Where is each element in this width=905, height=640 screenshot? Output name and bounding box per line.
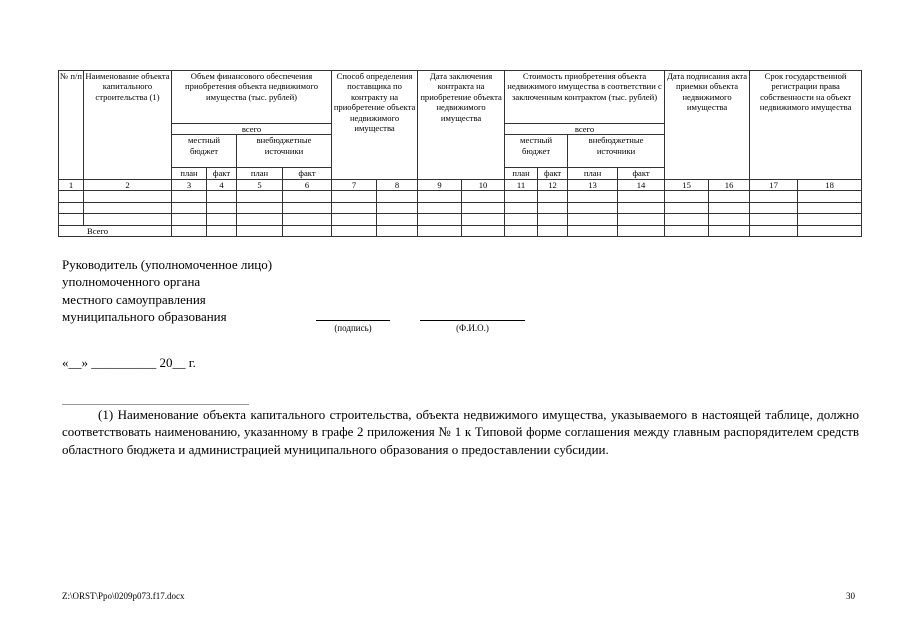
date-line: «__» __________ 20__ г. xyxy=(62,355,196,370)
header-total-volume: всего xyxy=(172,124,332,135)
footnote-separator xyxy=(62,404,249,405)
page-number: 30 xyxy=(846,591,855,601)
column-number: 18 xyxy=(798,179,862,190)
signer-line: муниципального образования xyxy=(62,308,227,324)
header-total-cost: всего xyxy=(505,124,665,135)
column-number: 17 xyxy=(750,179,798,190)
fio-line xyxy=(420,320,525,321)
signer-line: Руководитель (уполномоченное лицо) xyxy=(62,257,273,272)
header-act-date: Дата подписания акта приемки объекта недвижимого имущества xyxy=(665,71,750,180)
column-number: 8 xyxy=(377,179,418,190)
header-contract-date: Дата заключения контракта на приобретение объекта недвижимого имущества xyxy=(418,71,505,180)
signature-block xyxy=(62,256,272,325)
fact-label: факт xyxy=(618,168,665,179)
fact-label: факт xyxy=(283,168,332,179)
header-local-budget: местный бюджет xyxy=(172,135,237,168)
column-number: 16 xyxy=(709,179,750,190)
total-row xyxy=(59,225,862,237)
signature-line xyxy=(316,320,390,321)
footer-file-path: Z:\ORST\Ppo\0209p073.f17.docx xyxy=(62,591,185,601)
signer-line: местного самоуправления xyxy=(62,291,206,307)
fact-label: факт xyxy=(538,168,568,179)
header-row xyxy=(59,71,862,124)
table-row xyxy=(59,202,862,214)
fact-label: факт xyxy=(207,168,237,179)
header-num: № п/п xyxy=(59,71,84,180)
header-object-name: Наименование объекта капитального строительства (1) xyxy=(84,71,172,180)
signature-caption: (подпись) xyxy=(334,323,372,333)
header-supplier-method: Способ определения поставщика по контракту на приобретение объекта недвижимого имущества xyxy=(332,71,418,180)
plan-label: план xyxy=(237,168,283,179)
column-number: 15 xyxy=(665,179,709,190)
header-local-budget: местный бюджет xyxy=(505,135,568,168)
header-acquisition-cost: Стоимость приобретения объекта недвижимого имущества в соответствии с заключенным контрактом (тыс. рублей) xyxy=(505,71,665,124)
column-number: 12 xyxy=(538,179,568,190)
plan-label: план xyxy=(505,168,538,179)
header-extra-sources: внебюджетные источники xyxy=(568,135,665,168)
table-row xyxy=(59,191,862,203)
column-number: 3 xyxy=(172,179,207,190)
column-number: 1 xyxy=(59,179,84,190)
column-number: 11 xyxy=(505,179,538,190)
column-number: 14 xyxy=(618,179,665,190)
report-table xyxy=(58,70,862,237)
column-numbers-row xyxy=(59,179,862,190)
column-number: 6 xyxy=(283,179,332,190)
column-number: 5 xyxy=(237,179,283,190)
plan-label: план xyxy=(568,168,618,179)
column-number: 2 xyxy=(84,179,172,190)
column-number: 13 xyxy=(568,179,618,190)
column-number: 4 xyxy=(207,179,237,190)
header-funding-volume: Объем финансового обеспечения приобретения объекта недвижимого имущества (тыс. рублей) xyxy=(172,71,332,124)
fio-caption: (Ф.И.О.) xyxy=(456,323,489,333)
column-number: 10 xyxy=(462,179,505,190)
header-registration-term: Срок государственной регистрации права собственности на объект недвижимого имущества xyxy=(750,71,862,180)
column-number: 9 xyxy=(418,179,462,190)
header-extra-sources: внебюджетные источники xyxy=(237,135,332,168)
table-row xyxy=(59,214,862,226)
signer-line: уполномоченного органа xyxy=(62,274,201,290)
footnote-text: (1) Наименование объекта капитального строительства, объекта недвижимого имущества, указываемого в настоящей таблице, должно соответствовать наименованию, указанному в графе 2 приложения № 1 к Типовой форме соглашения между главным распорядителем средств областного бюджета и администрацией муниципального образования о предоставлении субсидии. xyxy=(62,407,859,457)
column-number: 7 xyxy=(332,179,377,190)
plan-label: план xyxy=(172,168,207,179)
total-row-label: Всего xyxy=(59,225,172,237)
